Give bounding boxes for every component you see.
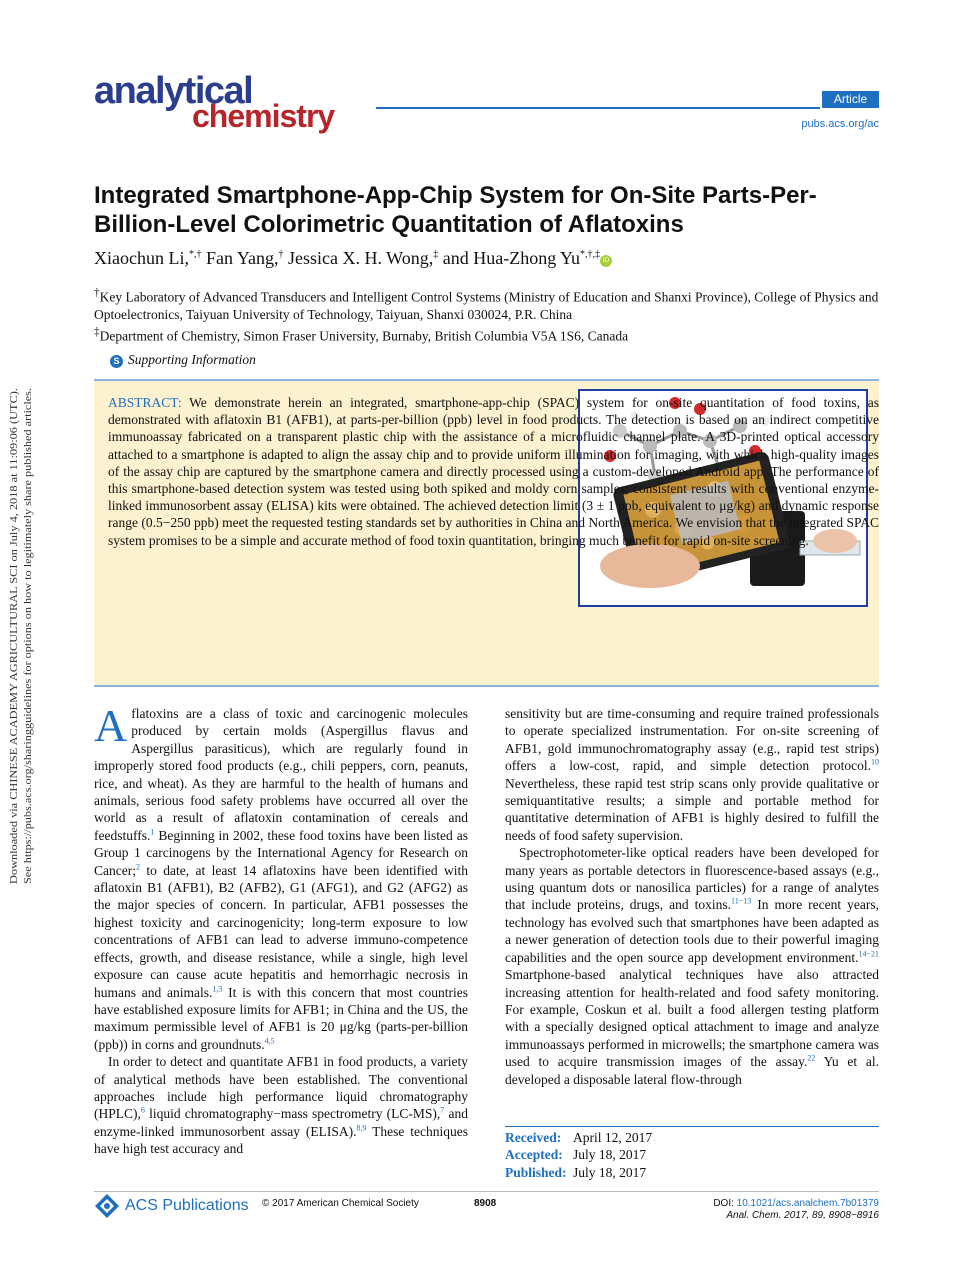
supporting-information-link[interactable]	[110, 352, 256, 368]
citation-ref[interactable]: 22	[807, 1053, 816, 1063]
author-name[interactable]: Fan Yang,	[205, 248, 279, 268]
date-value: April 12, 2017	[573, 1130, 653, 1145]
date-row-published	[505, 1164, 879, 1181]
doi-line	[660, 1198, 879, 1210]
watermark-line-1: Downloaded via CHINESE ACADEMY AGRICULTURAL SCI on July 4, 2018 at 11:09:06 (UTC).	[8, 441, 20, 884]
affiliation-1	[94, 285, 884, 324]
journal-url-link[interactable]: pubs.acs.org/ac	[801, 118, 879, 130]
page-number: 8908	[474, 1198, 497, 1209]
author-mark: ‡	[433, 249, 439, 260]
citation-ref[interactable]: 10	[871, 757, 879, 767]
body-text: to date, at least 14 aflatoxins have been identified with aflatoxin B1 (AFB1), B2 (AFB2), G1 (AFG1), and G2 (AFG2) as the major species of concern. In particular, AFB1 possesses the highest toxicity and carcinogenicity; long-term exposure to low concentrations of AFB1 can lead to adverse immuno-competence effects, growth, and disease resistance, while a single, high level exposure can cause acute hepatitis and hemorrhagic necrosis in humans and animals.	[94, 862, 468, 1000]
citation-ref[interactable]: 8,9	[356, 1123, 367, 1133]
affiliation-2	[94, 324, 884, 345]
body-text: Spectrophotometer-like optical readers have been developed for many years as portable detectors in fluorescence-based assays (e.g., using quantum dots or nanosilica particles) for a range of analytes that include proteins, drugs, and toxins.	[505, 845, 879, 913]
body-paragraph	[505, 844, 879, 1088]
body-text: flatoxins are a class of toxic and carcinogenic molecules produced by certain molds (Aspergillus flavus and Aspergillus parasiticus), which are regularly found in improperly stored food products (e.g., chili peppers, corn, peanuts, rice, and wheat). As they are harmful to the health of humans and animals, serious food safety problems have occurred all over the world as a result of aflatoxin contamination of cereals and feedstuffs.	[94, 706, 468, 843]
body-text: These techniques have high test accuracy and	[94, 1123, 468, 1157]
author-mark: *,†	[188, 249, 202, 260]
author-list	[94, 248, 884, 269]
journal-logo-chemistry: chemistry	[192, 98, 335, 134]
acs-logo-icon	[94, 1193, 120, 1219]
affiliation-text: Key Laboratory of Advanced Transducers and Intelligent Control Systems (Ministry of Education and Shanxi Province), College of Physics and Optoelectronics, Taiyuan University of Technology, Taiyuan, Shanxi 030024, P.R. China	[94, 289, 879, 322]
citation-ref[interactable]: 11−13	[731, 896, 752, 906]
body-column-right	[505, 705, 879, 1088]
body-text: and enzyme-linked immunosorbent assay (ELISA).	[94, 1106, 468, 1139]
citation-ref[interactable]: 7	[440, 1105, 445, 1115]
body-text: liquid chromatography−mass spectrometry (LC-MS),	[144, 1106, 441, 1122]
article-type-badge: Article	[822, 91, 879, 108]
date-value: July 18, 2017	[573, 1147, 647, 1163]
download-watermark	[6, 384, 36, 884]
body-paragraph	[94, 1053, 468, 1157]
author-name[interactable]: Xiaochun Li,	[94, 248, 189, 268]
author-mark: *,†,‡	[580, 249, 601, 260]
footer-rule	[94, 1191, 879, 1192]
abstract-text	[108, 394, 879, 549]
affiliation-text: Department of Chemistry, Simon Fraser University, Burnaby, British Columbia V5A 1S6, Canada	[99, 328, 629, 344]
affiliation-mark: ‡	[94, 326, 100, 338]
article-title: Integrated Smartphone-App-Chip System for On-Site Parts-Per-Billion-Level Colorimetric Quantitation of Aflatoxins	[94, 182, 817, 238]
date-row-accepted	[505, 1146, 879, 1163]
citation-ref[interactable]: 6	[140, 1105, 145, 1115]
body-text: Smartphone-based analytical techniques have also attracted increasing attention for health-related and food safety monitoring. For example, Coskun et al. built a food allergen testing platform with a specially designed optical attachment to image and analyze immunoassays performed in microwells; the smartphone camera was used to acquire transmission images of the assay.	[505, 967, 879, 1070]
body-text: In order to detect and quantitate AFB1 in food products, a variety of analytical methods have been established. The conventional approaches include high performance liquid chromatography (HPLC),	[94, 1054, 468, 1122]
affiliation-mark: †	[94, 287, 100, 299]
abstract-body: We demonstrate herein an integrated, smartphone-app-chip (SPAC) system for on-site quantitation of food toxins, as demonstrated with aflatoxin B1 (AFB1), at parts-per-billion (ppb) level in food products. The detection is based on an indirect competitive immunoassay fabricated on a transparent plastic chip with the assistance of a microfluidic channel plate. A 3D-printed optical accessory attached to a smartphone is adapted to align the assay chip and to provide uniform illumination for imaging, with which high-quality images of the assay chip are captured by the smartphone camera and directly processed using a custom-developed Android app. The performance of this smartphone-based detection system was tested using both spiked and moldy corn samples; consistent results with conventional enzyme-linked immunosorbent assay (ELISA) kits were obtained. The achieved detection limit (3 ± 1 ppb, equivalent to μg/kg) and dynamic response range (0.5−250 ppb) meet the requested testing standards set by authorities in China and North America. We envision that the integrated SPAC system promises to be a simple and accurate method of food toxin quantitation, bringing much benefit for rapid on-site screening.	[108, 395, 879, 548]
journal-citation: Anal. Chem. 2017, 89, 8908−8916	[726, 1210, 879, 1221]
citation-ref[interactable]: 14−21	[858, 949, 879, 959]
author-mark: †	[278, 249, 284, 260]
date-value: July 18, 2017	[573, 1164, 647, 1180]
copyright-notice: © 2017 American Chemical Society	[262, 1198, 419, 1209]
publication-dates	[505, 1126, 879, 1181]
date-label: Accepted:	[505, 1147, 563, 1163]
doi-prefix: DOI:	[713, 1198, 737, 1209]
citation-ref[interactable]: 1	[150, 827, 155, 837]
citation-ref[interactable]: 2	[135, 862, 140, 872]
acs-publications-label: ACS Publications	[125, 1197, 249, 1214]
body-text: Beginning in 2002, these food toxins have been listed as Group 1 carcinogens by the International Agency for Research on Cancer;	[94, 827, 468, 878]
body-text: In more recent years, technology has evolved such that smartphones have been adapted as a newer generation of detection tools due to their powerful imaging capabilities and the open source app development environment.	[505, 897, 879, 965]
body-paragraph	[94, 700, 468, 1053]
orcid-icon[interactable]: iD	[600, 255, 612, 267]
hand-graphic	[600, 544, 700, 588]
body-column-left	[94, 700, 468, 1158]
journal-logo-analytical: analytical	[94, 70, 253, 112]
doi-link[interactable]: 10.1021/acs.analchem.7b01379	[736, 1198, 879, 1209]
header-rule	[376, 107, 820, 109]
date-row-received	[505, 1129, 879, 1146]
date-label: Published:	[505, 1164, 567, 1180]
author-name[interactable]: Jessica X. H. Wong,	[288, 248, 434, 268]
body-text: Nevertheless, these rapid test strip scans only provide qualitative or semiquantitative results; a simple and portable method for quantitative determination of AFB1 is highly desired to fulfill the needs of food safety supervision.	[505, 775, 879, 843]
supporting-info-label: Supporting Information	[128, 352, 256, 367]
author-name[interactable]: and Hua-Zhong Yu	[442, 248, 581, 268]
abstract-label: ABSTRACT:	[108, 395, 182, 410]
date-label: Received:	[505, 1130, 562, 1145]
citation-ref[interactable]: 4,5	[264, 1036, 275, 1046]
citation-ref[interactable]: 1,3	[212, 984, 223, 993]
body-text: sensitivity but are time-consuming and require trained professionals to operate specialized instrumentation. For on-site screening of AFB1, gold immunochromatography assay (e.g., rapid test strips) offers a low-cost, rapid, and simple detection protocol.	[505, 706, 879, 774]
supporting-info-icon: S	[110, 355, 123, 368]
doi-citation	[660, 1198, 879, 1222]
acs-publications-logo[interactable]	[94, 1193, 249, 1219]
body-text: Yu et al. developed a disposable lateral flow-through	[505, 1054, 879, 1087]
drop-cap: A	[94, 700, 128, 751]
body-text: It is with this concern that most countries have established exposure limits for AFB1; in China and the US, the maximum permissible level of AFB1 is 20 μg/kg (parts-per-billion (ppb)) in corns and groundnuts.	[94, 984, 468, 1052]
body-paragraph	[505, 705, 879, 844]
watermark-line-2: See https://pubs.acs.org/sharingguidelines for options on how to legitimately share published articles.	[22, 437, 34, 884]
